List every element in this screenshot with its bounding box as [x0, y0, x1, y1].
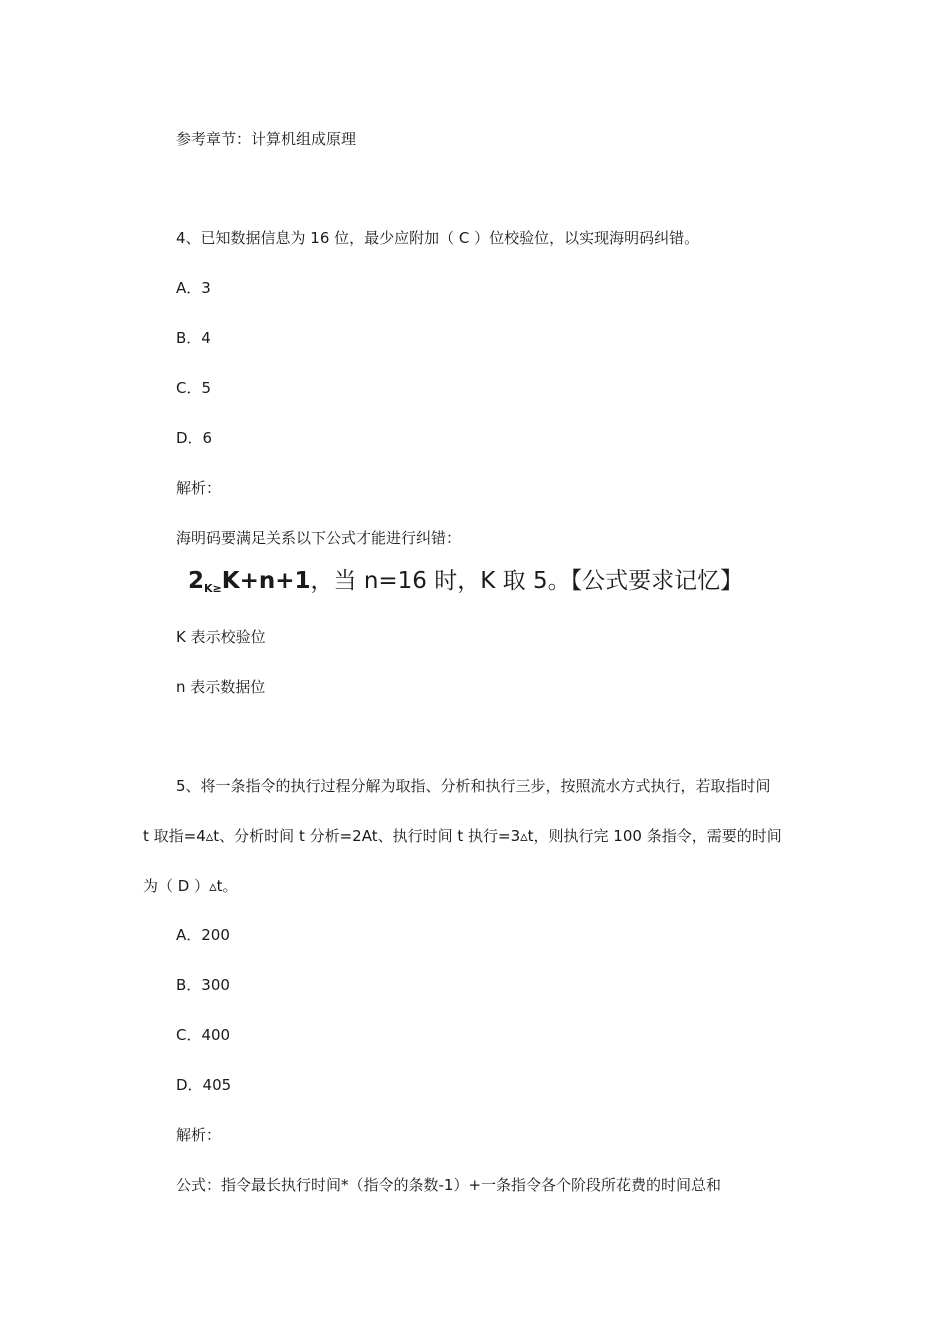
q4-option-c: C．5: [176, 379, 212, 397]
q5-option-d: D．405: [176, 1076, 232, 1094]
formula-sub: K≥: [204, 582, 222, 595]
q5-option-c: C．400: [176, 1026, 231, 1044]
q4-note-k: K 表示校验位: [176, 628, 266, 646]
q4-option-d: D．6: [176, 429, 213, 447]
hamming-formula: [188, 565, 743, 605]
q5-option-b: B．300: [176, 976, 230, 994]
q5-analysis-label: 解析：: [176, 1126, 222, 1144]
q4-note-n: n 表示数据位: [176, 678, 266, 696]
q5-formula-text: 公式：指令最长执行时间*（指令的条数-1）+一条指令各个阶段所花费的时间总和: [176, 1176, 722, 1194]
formula-base: 2: [188, 568, 205, 594]
q4-analysis-intro: 海明码要满足关系以下公式才能进行纠错：: [176, 529, 462, 547]
q4-option-b: B．4: [176, 329, 211, 347]
q4-analysis-label: 解析：: [176, 479, 222, 497]
q4-option-a: A．3: [176, 279, 211, 297]
question-4: 4、已知数据信息为 16 位，最少应附加（ C ）位校验位，以实现海明码纠错。: [176, 229, 700, 247]
formula-expr: K+n+1: [221, 568, 311, 594]
question-5-line-2: t 取指=4▵t、分析时间 t 分析=2At、执行时间 t 执行=3▵t，则执行完 100 条指令，需要的时间: [143, 827, 782, 845]
question-5-line-1: 5、将一条指令的执行过程分解为取指、分析和执行三步，按照流水方式执行，若取指时间: [176, 777, 771, 795]
q5-option-a: A．200: [176, 926, 230, 944]
chapter-reference: 参考章节：计算机组成原理: [176, 130, 357, 148]
formula-rest: ，当 n=16 时，K 取 5。【公式要求记忆】: [310, 568, 744, 594]
question-5-line-3: 为（ D ）▵t。: [143, 877, 238, 895]
